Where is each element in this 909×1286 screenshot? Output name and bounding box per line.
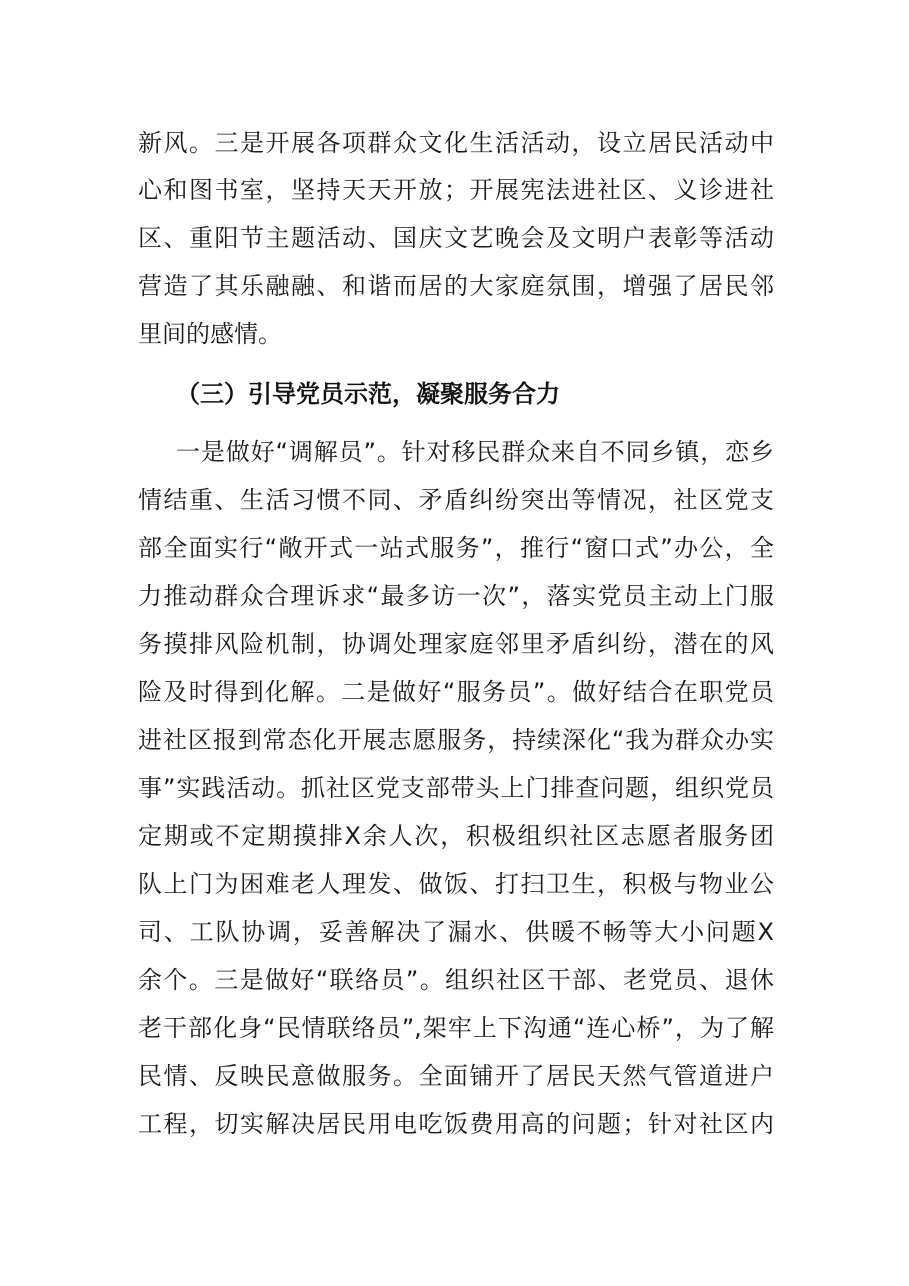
text-line: 务摸排风险机制，协调处理家庭邻里矛盾纠纷，潜在的风 xyxy=(138,630,774,658)
text-line: 老干部化身“民情联络员”,架牢上下沟通“连心桥”，为了解 xyxy=(138,1014,774,1042)
text-line: 营造了其乐融融、和谐而居的大家庭氛围，增强了居民邻 xyxy=(138,272,774,300)
text-line: 情结重、生活习惯不同、矛盾纠纷突出等情况，社区党支 xyxy=(138,486,774,514)
text-line: 民情、反映民意做服务。全面铺开了居民天然气管道进户 xyxy=(138,1062,774,1090)
section-heading: （三）引导党员示范，凝聚服务合力 xyxy=(176,380,560,408)
text-line: 进社区报到常态化开展志愿服务，持续深化“我为群众办实 xyxy=(138,726,774,754)
text-line: 里间的感情。 xyxy=(138,320,282,348)
text-line: 事”实践活动。抓社区党支部带头上门排查问题，组织党员 xyxy=(138,774,774,802)
text-line: 余个。三是做好“联络员”。组织社区干部、老党员、退休 xyxy=(138,966,774,994)
text-line: 心和图书室，坚持天天开放；开展宪法进社区、义诊进社 xyxy=(138,176,774,204)
text-line: 部全面实行“敞开式一站式服务”，推行“窗口式”办公，全 xyxy=(138,534,774,562)
text-line: 区、重阳节主题活动、国庆文艺晚会及文明户表彰等活动 xyxy=(138,224,774,252)
text-line: 力推动群众合理诉求“最多访一次”，落实党员主动上门服 xyxy=(138,582,774,610)
text-line: 工程，切实解决居民用电吃饭费用高的问题；针对社区内 xyxy=(138,1110,774,1138)
text-line: 定期或不定期摸排X余人次，积极组织社区志愿者服务团 xyxy=(138,822,774,850)
text-line: 队上门为困难老人理发、做饭、打扫卫生，积极与物业公 xyxy=(138,870,774,898)
text-line: 险及时得到化解。二是做好“服务员”。做好结合在职党员 xyxy=(138,678,774,706)
text-line: 新风。三是开展各项群众文化生活活动，设立居民活动中 xyxy=(138,129,774,157)
text-line: 一是做好“调解员”。针对移民群众来自不同乡镇，恋乡 xyxy=(176,438,774,466)
text-line: 司、工队协调，妥善解决了漏水、供暖不畅等大小问题X xyxy=(138,918,774,946)
